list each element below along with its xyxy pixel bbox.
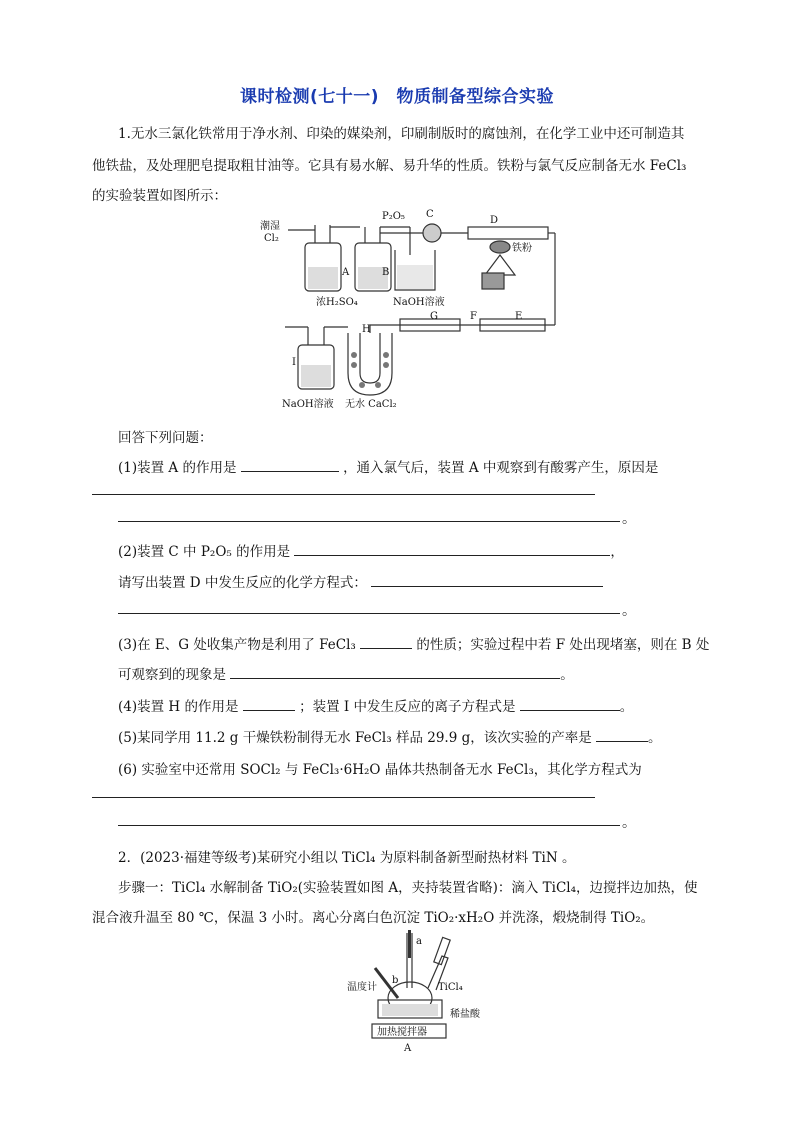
label-F: F bbox=[470, 311, 477, 322]
part3-text-b: 的性质；实验过程中若 F 处出现堵塞，则在 B 处 bbox=[416, 637, 710, 653]
part2-answer-line[interactable] bbox=[118, 613, 620, 614]
part1-text-a: (1)装置 A 的作用是 bbox=[118, 460, 237, 476]
part2-period: 。 bbox=[622, 603, 636, 619]
q1-prompt: 回答下列问题： bbox=[118, 430, 213, 446]
part1-answer-line-1[interactable] bbox=[92, 494, 595, 495]
label-G: G bbox=[430, 311, 438, 322]
part1-text-b: ，通入氯气后，装置 A 中观察到有酸雾产生，原因是 bbox=[343, 460, 659, 476]
label-naoh-b: NaOH溶液 bbox=[393, 297, 445, 308]
q2-step1-line2: 混合液升温至 80 ℃，保温 3 小时。离心分离白色沉淀 TiO₂·xH₂O 并洗涤，煅烧制得 TiO₂。 bbox=[92, 910, 655, 926]
part5-period: 。 bbox=[648, 730, 662, 746]
q1-part1 bbox=[118, 456, 658, 476]
q1-part5 bbox=[118, 726, 662, 746]
label-iron: 铁粉 bbox=[512, 243, 532, 254]
part3-text-c: 可观察到的现象是 bbox=[118, 667, 226, 683]
label-E: E bbox=[515, 311, 523, 322]
label-D: D bbox=[490, 215, 499, 226]
label-stirrer: 加热搅拌器 bbox=[377, 1027, 427, 1038]
part2-comma: ， bbox=[610, 544, 624, 560]
part4-text-b: ；装置 I 中发生反应的离子方程式是 bbox=[299, 699, 516, 715]
label-I: I bbox=[292, 357, 296, 368]
part3-blank-2[interactable] bbox=[230, 664, 560, 679]
label-hcl: 稀盐酸 bbox=[450, 1009, 480, 1020]
q1-part3-line2 bbox=[118, 663, 574, 683]
part5-blank-1[interactable] bbox=[596, 727, 648, 742]
label-H: H bbox=[362, 324, 371, 335]
label-C: C bbox=[426, 209, 434, 220]
label-wet: 潮湿 bbox=[260, 221, 280, 232]
label-naoh-i: NaOH溶液 bbox=[282, 399, 334, 410]
q1-intro-line3: 的实验装置如图所示： bbox=[92, 188, 227, 204]
q2-head: 2．(2023·福建等级考)某研究小组以 TiCl₄ 为原料制备新型耐热材料 TiN 。 bbox=[118, 850, 576, 866]
label-a: a bbox=[416, 936, 422, 947]
part2-text-a: (2)装置 C 中 P₂O₅ 的作用是 bbox=[118, 544, 291, 560]
label-B: B bbox=[382, 267, 390, 278]
part2-text-b: 请写出装置 D 中发生反应的化学方程式： bbox=[118, 575, 367, 591]
part6-answer-line-2[interactable] bbox=[118, 825, 620, 826]
label-b: b bbox=[392, 975, 399, 986]
q1-part3 bbox=[118, 633, 709, 653]
label-h2so4: 浓H₂SO₄ bbox=[316, 297, 358, 308]
part2-blank-2[interactable] bbox=[371, 572, 603, 587]
part1-period: 。 bbox=[622, 511, 636, 527]
apparatus-figure-1 bbox=[250, 205, 570, 410]
part3-blank-1[interactable] bbox=[360, 634, 412, 649]
q2-step1-line1: 步骤一：TiCl₄ 水解制备 TiO₂(实验装置如图 A，夹持装置省略)：滴入 TiCl₄，边搅拌边加热，使 bbox=[118, 880, 698, 896]
part4-blank-1[interactable] bbox=[243, 696, 295, 711]
apparatus-figure-A bbox=[330, 928, 490, 1056]
part1-answer-line-2[interactable] bbox=[118, 521, 620, 522]
q1-intro-line2: 他铁盐，及处理肥皂提取粗甘油等。它具有易水解、易升华的性质。铁粉与氯气反应制备无水 FeCl₃ bbox=[92, 158, 687, 174]
q1-part4 bbox=[118, 695, 633, 715]
label-cl2: Cl₂ bbox=[264, 233, 279, 244]
part3-text-a: (3)在 E、G 处收集产物是利用了 FeCl₃ bbox=[118, 637, 356, 653]
label-ticl4: TiCl₄ bbox=[438, 982, 463, 993]
q1-part2-equation bbox=[118, 571, 603, 591]
page-title: 课时检测(七十一) 物质制备型综合实验 bbox=[239, 87, 555, 107]
label-thermometer: 温度计 bbox=[347, 982, 377, 993]
part5-text-a: (5)某同学用 11.2 g 干燥铁粉制得无水 FeCl₃ 样品 29.9 g，该次实验的产率是 bbox=[118, 730, 592, 746]
part2-blank-1[interactable] bbox=[294, 541, 610, 556]
part4-period: 。 bbox=[619, 699, 634, 715]
q1-part6: (6) 实验室中还常用 SOCl₂ 与 FeCl₃·6H₂O 晶体共热制备无水 FeCl₃，其化学方程式为 bbox=[118, 762, 642, 778]
label-fig-A: A bbox=[404, 1043, 412, 1054]
label-A: A bbox=[342, 267, 350, 278]
q1-intro-line1: 1.无水三氯化铁常用于净水剂、印染的媒染剂，印刷制版时的腐蚀剂，在化学工业中还可制造其 bbox=[118, 126, 685, 142]
part4-blank-2[interactable] bbox=[520, 696, 620, 711]
part1-blank-1[interactable] bbox=[241, 457, 339, 472]
part4-text-a: (4)装置 H 的作用是 bbox=[118, 699, 239, 715]
part6-period: 。 bbox=[622, 815, 636, 831]
part6-answer-line-1[interactable] bbox=[92, 797, 595, 798]
label-p2o5: P₂O₅ bbox=[382, 211, 405, 222]
label-cacl2: 无水 CaCl₂ bbox=[345, 399, 397, 410]
q1-part2 bbox=[118, 540, 624, 560]
part3-period: 。 bbox=[560, 667, 574, 683]
